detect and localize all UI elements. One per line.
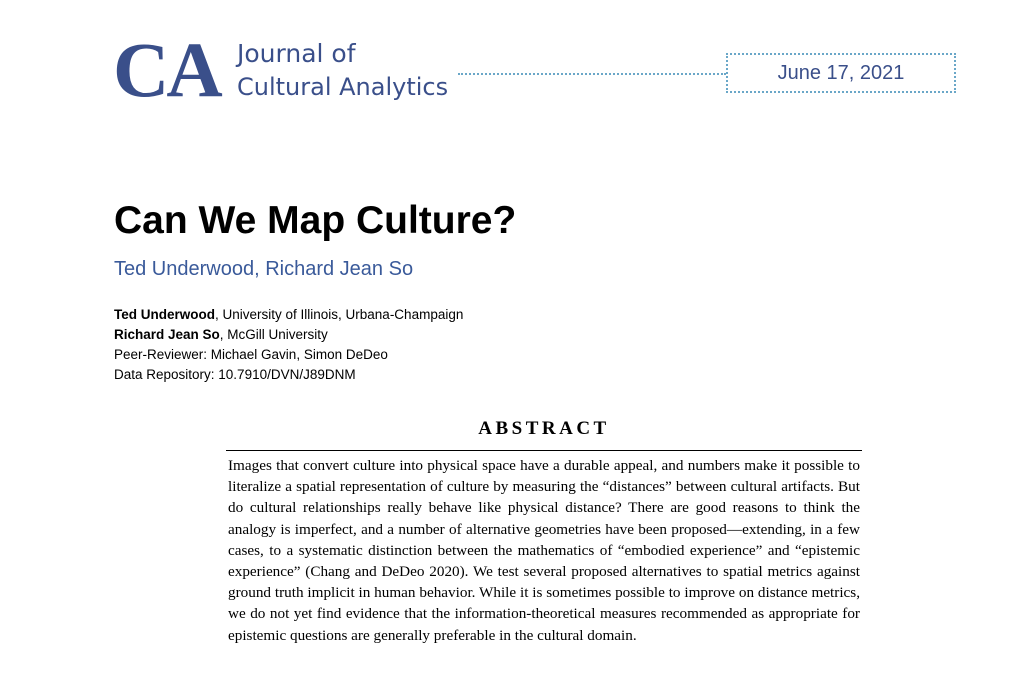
peer-reviewer-line: Peer-Reviewer: Michael Gavin, Simon DeDeo <box>114 347 388 362</box>
article-metadata <box>114 305 463 385</box>
logo-monogram: CA <box>113 26 220 113</box>
header-dotted-rule <box>458 73 726 75</box>
author-byline: Ted Underwood, Richard Jean So <box>114 258 414 280</box>
abstract-body: Images that convert culture into physical space have a durable appeal, and numbers make it possible to literalize a spatial representation of culture by measuring the “distances” between cultural artifacts. But do cultural relationships really behave like physical distance? There are good reasons to think the analogy is imperfect, and a number of alternative geometries have been proposed—extending, in a few cases, to a systematic distinction between the mathematics of “embodied experience” and “epistemic experience” (Chang and DeDeo 2020). We test several proposed alternatives to spatial metrics against ground truth implicit in human behavior. While it is sometimes possible to improve on distance metrics, we do not yet find evidence that the information-theoretical measures recommended as appropriate for epistemic questions are generally preferable in the cultural domain. <box>228 457 860 644</box>
article-title: Can We Map Culture? <box>114 199 517 242</box>
abstract-rule <box>226 450 862 451</box>
publication-date: June 17, 2021 <box>726 53 956 93</box>
affiliation-line <box>114 305 463 325</box>
journal-name-line1: Journal of <box>237 39 356 68</box>
affiliation-text: , McGill University <box>219 327 328 342</box>
author-name: Richard Jean So <box>114 327 220 342</box>
journal-name-line2: Cultural Analytics <box>237 73 449 101</box>
data-repository-line: Data Repository: 10.7910/DVN/J89DNM <box>114 367 356 382</box>
affiliation-line <box>114 325 463 345</box>
author-name: Ted Underwood <box>114 307 215 322</box>
abstract-heading: ABSTRACT <box>478 418 610 439</box>
affiliation-text: , University of Illinois, Urbana-Champaign <box>215 307 464 322</box>
